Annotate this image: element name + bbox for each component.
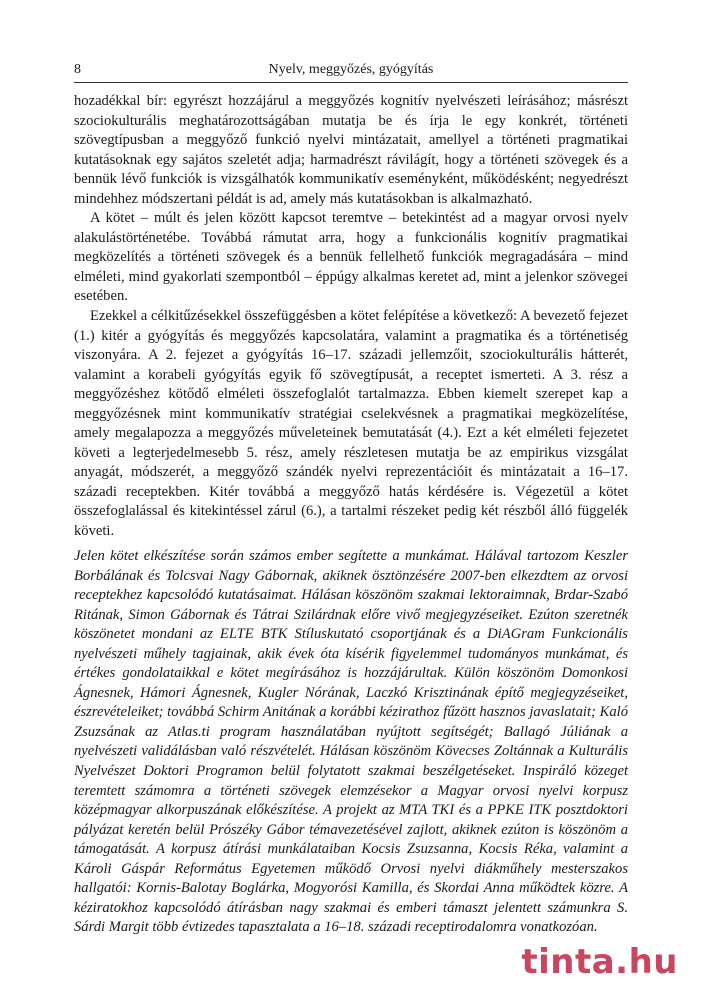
page-number: 8 (74, 62, 81, 77)
running-head (74, 60, 628, 83)
body-paragraph-2: A kötet – múlt és jelen között kapcsot teremtve – betekintést ad a magyar orvosi nyelv alakulástörténetébe. Továbbá rámutat arra, hogy a funkcionális kognitív pragmatikai megközelítés a történeti szövegek és a bennük fellelhető funkciók megragadására – mind elméleti, mind gyakorlati szempontból – éppúgy alkalmas keretet ad, mint a jelenkor szövegei esetében. (74, 210, 628, 305)
running-title: Nyelv, meggyőzés, gyógyítás (268, 62, 434, 77)
body-paragraph-1: hozadékkal bír: egyrészt hozzájárul a meggyőzés kognitív nyelvészeti leírásához; másrészt szociokulturális meghatározottságában mutatja be és írja le egy konkrét, történeti szövegtípusban a meggyőző funkció nyelvi mintázatait, amellyel a történeti pragmatikai kutatásoknak egy sajátos szeletét adja; harmadrészt rávilágít, hogy a történeti szövegek és a bennük lévő funkciók is vizsgálhatók kommunikatív eseményként, működésként; negyedrészt mindehhez módszertani példát is ad, amely más kutatásokban is alkalmazható. (74, 93, 628, 207)
publisher-watermark: tinta.hu (521, 942, 678, 982)
body-paragraph-3: Ezekkel a célkitűzésekkel összefüggésben a kötet felépítése a következő: A bevezető fejezet (1.) kitér a gyógyítás és meggyőzés kapcsolatára, valamint a pragmatika és a történetiség viszonyára. A 2. fejezet a gyógyítás 16–17. századi jellemzőit, szociokulturális hátterét, valamint a korabeli gyógyítás egyik fő szövegtípusát, a receptet ismerteti. A 3. rész a meggyőzéshez kötődő elméleti összefoglalót tartalmazza. Ebben kiemelt szerepet kap a meggyőzésnek mint kommunikatív stratégiai cselekvésnek a pragmatikai megközelítése, amely megalapozza a meggyőzés műveleteinek bemutatását (4.). Ezt a két elméleti fejezetet követi a legterjedelmesebb 5. rész, amely részletesen mutatja be az empirikus vizsgálat anyagát, módszerét, a meggyőző szándék nyelvi reprezentációit és mintázatait a 16–17. századi receptekben. Kitér továbbá a meggyőző hatás kérdésére is. Végezetül a kötet összefoglalással és kitekintéssel zárul (6.), a tartalmi részeket pedig két részből álló függelék követi. (74, 308, 628, 540)
acknowledgements-paragraph: Jelen kötet elkészítése során számos ember segítette a munkámat. Hálával tartozom Keszler Borbálának és Tolcsvai Nagy Gábornak, akiknek ösztönzésére 2007-ben elkezdtem az orvosi receptekhez kapcsolódó kutatásaimat. Hálásan köszönöm szakmai lektoraimnak, Brdar-Szabó Ritának, Simon Gábornak és Tátrai Szilárdnak előre vivő megjegyzéseiket. Ezúton szeretnék köszönetet mondani az ELTE BTK Stíluskutató csoportjának és a DiAGram Funkcionális nyelvészeti műhely tagjainak, akik évek óta kísérik figyelemmel tudományos munkámat, és értékes gondolataikkal e kötet megírásához is hozzájárultak. Külön köszönöm Domonkosi Ágnesnek, Hámori Ágnesnek, Kugler Nórának, Laczkó Krisztinának építő megjegyzéseiket, észrevételeiket; továbbá Schirm Anitának a korábbi kézirathoz fűzött hasznos javaslatait; Kaló Zsuzsának az Atlas.ti program használatában nyújtott segítségét; Ballagó Júliának a nyelvészeti validálásban való részvételét. Hálásan köszönöm Kövecses Zoltánnak a Kulturális Nyelvészet Doktori Programon belül folytatott szakmai beszélgetéseket. Inspiráló közeget teremtett számomra a történeti szövegek elemzésekor a Magyar orvosi nyelvi korpusz középmagyar alkorpuszának előkészítése. A projekt az MTA TKI és a PPKE ITK posztdoktori pályázat keretén belül Prószéky Gábor témavezetésével zajlott, akiknek ezúton is köszönöm a támogatását. A korpusz átírási munkálataiban Kocsis Zsuzsanna, Kocsis Réka, valamint a Károli Gáspár Református Egyetemen működő Orvosi nyelvi diákműhely mesterszakos hallgatói: Kornis-Balotay Boglárka, Mogyorósi Kamilla, és Skordai Anna működtek közre. A kéziratokhoz kapcsolódó átírásban nagy szakmai és emberi támaszt jelentett számunkra S. Sárdi Margit több évtizedes tapasztalata a 16–18. századi receptirodalomra vonatkozóan. (74, 548, 628, 936)
main-body-text (74, 92, 628, 542)
